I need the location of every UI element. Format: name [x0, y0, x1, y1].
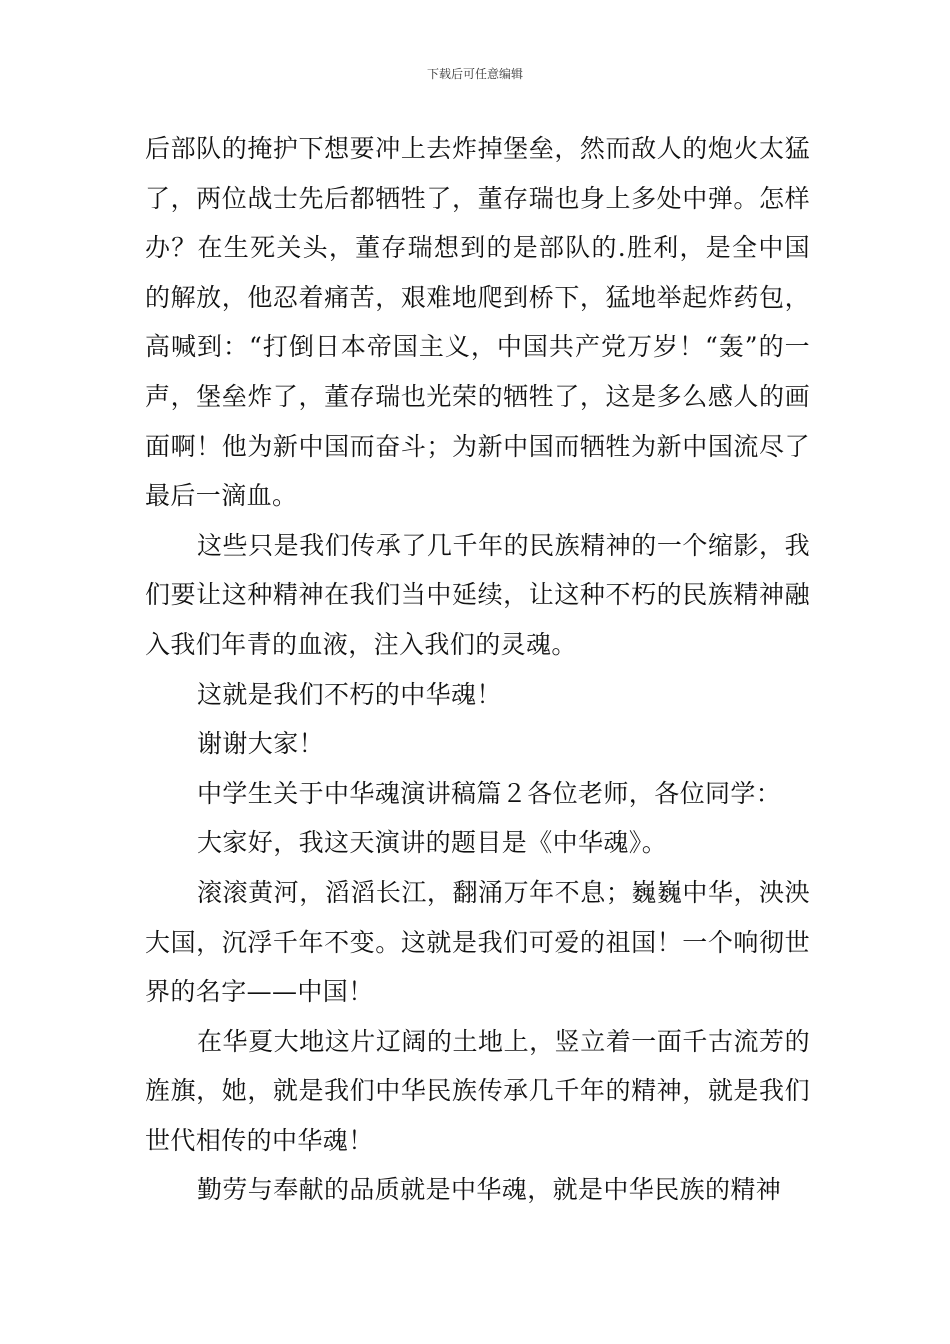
paragraph: 大家好，我这天演讲的题目是《中华魂》。 — [197, 828, 668, 858]
paragraph: 谢谢大家！ — [197, 729, 325, 759]
paragraph: 后部队的掩护下想要冲上去炸掉堡垒，然而敌人的炮火太猛了，两位战士先后都牺牲了，董存瑞也身上多处中弹。怎样办？在生死关头，董存瑞想到的是部队的.胜利，是全中国的解放，他忍着痛苦，艰难地爬到桥下，猛地举起炸药包，高喊到：“打倒日本帝国主义，中国共产党万岁！“轰”的一声，堡垒炸了，董存瑞也光荣的牺牲了，这是多么感人的画面啊！他为新中国而奋斗；为新中国而牺牲为新中国流尽了最后一滴血。 — [145, 134, 810, 511]
paragraph: 滚滚黄河，滔滔长江，翻涌万年不息；巍巍中华，泱泱大国，沉浮千年不变。这就是我们可爱的祖国！一个响彻世界的名字——中国！ — [145, 877, 810, 1007]
paragraph: 在华夏大地这片辽阔的土地上，竖立着一面千古流芳的旌旗，她，就是我们中华民族传承几千年的精神，就是我们世代相传的中华魂！ — [145, 1026, 810, 1155]
document-body — [145, 124, 810, 1215]
section-heading-paragraph: 中学生关于中华魂演讲稿篇２各位老师，各位同学： — [197, 778, 782, 808]
paragraph: 勤劳与奉献的品质就是中华魂，就是中华民族的精神 — [197, 1175, 782, 1205]
page-header-note: 下载后可任意编辑 — [426, 67, 523, 81]
paragraph: 这就是我们不朽的中华魂！ — [197, 679, 502, 709]
paragraph: 这些只是我们传承了几千年的民族精神的一个缩影，我们要让这种精神在我们当中延续，让这种不朽的民族精神融入我们年青的血液，注入我们的灵魂。 — [145, 530, 810, 659]
